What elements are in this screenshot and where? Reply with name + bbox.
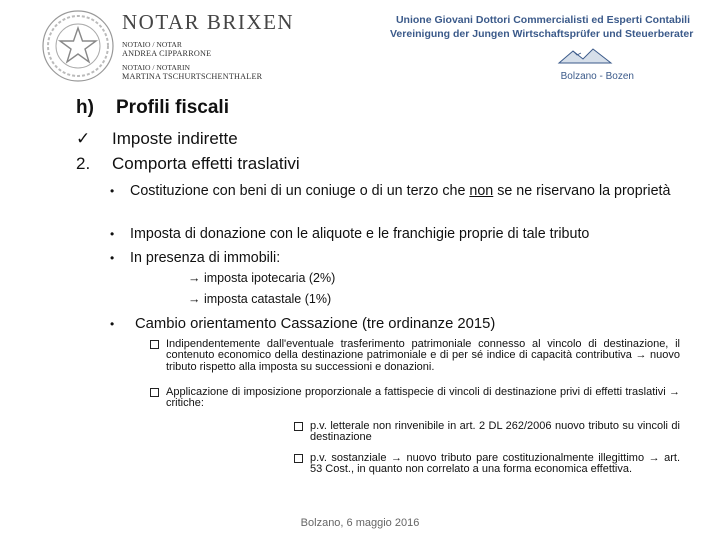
bullet-icon: • bbox=[110, 184, 115, 198]
list-number: 2. bbox=[76, 154, 91, 173]
square-bullet-icon bbox=[150, 340, 159, 349]
bullet-text: In presenza di immobili: bbox=[130, 250, 281, 266]
association-header bbox=[390, 14, 694, 41]
footer-date: Bolzano, 6 maggio 2016 bbox=[300, 517, 420, 529]
bullet-item bbox=[110, 249, 680, 267]
notar-line: NOTAIO / NOTAR bbox=[122, 40, 182, 49]
sub-bullet bbox=[150, 387, 680, 410]
list-item-text: Imposte indirette bbox=[112, 129, 238, 148]
sub-sub-bullet-text: p.v. sostanziale → nuovo tributo pare costituzionalmente illegittimo → art. 53 Cost., in quanto non correlato a una forma economica effettiva. bbox=[310, 452, 680, 476]
sub-sub-bullet bbox=[294, 453, 680, 476]
bullet-icon: • bbox=[110, 227, 115, 241]
notar-title: NOTAR BRIXEN bbox=[122, 10, 295, 34]
bullet-item bbox=[110, 316, 495, 332]
sub-bullet bbox=[150, 339, 680, 373]
bullet-icon: • bbox=[110, 317, 115, 331]
square-bullet-icon bbox=[294, 422, 303, 431]
checkmark-icon: ✓ bbox=[76, 129, 91, 148]
sub-sub-bullet bbox=[294, 421, 680, 444]
square-bullet-icon bbox=[150, 388, 159, 397]
heading-title: Profili fiscali bbox=[116, 97, 229, 118]
arrow-item-text: imposta ipotecaria (2%) bbox=[203, 271, 336, 285]
arrow-item bbox=[188, 271, 335, 285]
bullet-item bbox=[110, 182, 680, 200]
heading-letter: h) bbox=[76, 97, 94, 118]
sub-sub-bullet-text: p.v. letterale non rinvenibile in art. 2 DL 262/2006 nuovo tributo su vincoli di destinazione bbox=[310, 420, 680, 444]
bullet-text: Cambio orientamento Cassazione (tre ordinanze 2015) bbox=[135, 316, 496, 332]
bullet-icon: • bbox=[110, 251, 115, 265]
notar-line: MARTINA TSCHURTSCHENTHALER bbox=[122, 72, 263, 81]
arrow-item-text: imposta catastale (1%) bbox=[203, 292, 332, 306]
notar-line: NOTAIO / NOTARIN bbox=[122, 63, 190, 72]
association-logo bbox=[555, 45, 615, 67]
list-item bbox=[76, 154, 300, 174]
list-item-text: Comporta effetti traslativi bbox=[112, 154, 300, 173]
association-city: Bolzano - Bozen bbox=[560, 71, 634, 82]
sub-bullet-text: Indipendentemente dall'eventuale trasferimento patrimoniale connesso al vincolo di destinazione, il contenuto economico della destinazione patrimoniale e di per sé indice di capacità contributiva → nuovo tributo rispetto alla imposta su successioni e donazioni. bbox=[166, 338, 680, 373]
notary-seal-logo bbox=[40, 8, 116, 84]
sub-bullet-text: Applicazione di imposizione proporzionale a fattispecie di vincoli di destinazione privi di effetti traslativi → critiche: bbox=[166, 386, 680, 410]
bullet-text: Imposta di donazione con le aliquote e le franchigie proprie di tale tributo bbox=[130, 226, 590, 242]
bullet-item bbox=[110, 225, 680, 243]
underlined-word: non bbox=[469, 183, 494, 199]
association-name-it: Unione Giovani Dottori Commercialisti ed Esperti Contabili bbox=[395, 14, 690, 26]
notar-lines bbox=[122, 40, 262, 81]
arrow-right-icon: → bbox=[188, 292, 201, 306]
arrow-item bbox=[188, 292, 331, 306]
bullet-text: Costituzione con beni di un coniuge o di un terzo che non se ne riservano la proprietà bbox=[130, 183, 671, 199]
square-bullet-icon bbox=[294, 454, 303, 463]
list-item bbox=[76, 129, 238, 149]
arrow-right-icon: → bbox=[188, 271, 201, 285]
association-name-de: Vereinigung der Jungen Wirtschaftsprüfer und Steuerberater bbox=[390, 27, 694, 40]
section-heading bbox=[76, 97, 229, 119]
notar-line: ANDREA CIPPARRONE bbox=[122, 49, 212, 58]
